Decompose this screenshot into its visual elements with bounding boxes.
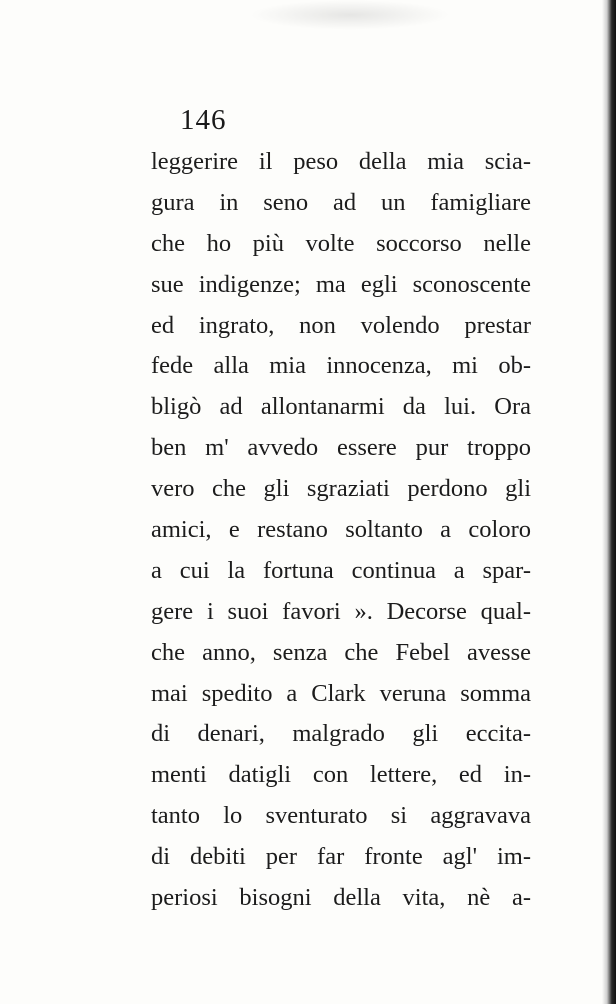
text-line: gura in seno ad un famigliare bbox=[151, 188, 531, 216]
text-line: leggerire il peso della mia scia- bbox=[151, 148, 531, 175]
text-line: menti datigli con lettere, ed in- bbox=[151, 761, 531, 789]
body-text bbox=[151, 142, 531, 919]
text-line: ed ingrato, non volendo prestar bbox=[151, 311, 531, 339]
text-line: bligò ad allontanarmi da lui. Ora bbox=[151, 393, 531, 421]
text-line: gere i suoi favori ». Decorse qual- bbox=[151, 597, 531, 625]
text-line: amici, e restano soltanto a coloro bbox=[151, 516, 531, 544]
text-line: tanto lo sventurato si aggravava bbox=[151, 802, 531, 830]
text-line: di debiti per far fronte agl' im- bbox=[151, 843, 531, 871]
text-line: fede alla mia innocenza, mi ob- bbox=[151, 352, 531, 380]
page-spine-edge bbox=[602, 0, 616, 1004]
text-line: ben m' avvedo essere pur troppo bbox=[151, 434, 531, 462]
page-number: 146 bbox=[180, 104, 227, 136]
text-line: che ho più volte soccorso nelle bbox=[151, 229, 531, 257]
text-line: vero che gli sgraziati perdono gli bbox=[151, 475, 531, 503]
paper-stain bbox=[250, 0, 450, 30]
text-line: periosi bisogni della vita, nè a- bbox=[151, 884, 531, 912]
text-line: sue indigenze; ma egli sconoscente bbox=[151, 270, 531, 298]
text-line: a cui la fortuna continua a spar- bbox=[151, 556, 531, 584]
text-line: che anno, senza che Febel avesse bbox=[151, 638, 531, 666]
text-line: di denari, malgrado gli eccita- bbox=[151, 720, 531, 748]
text-line: mai spedito a Clark veruna somma bbox=[151, 679, 531, 707]
